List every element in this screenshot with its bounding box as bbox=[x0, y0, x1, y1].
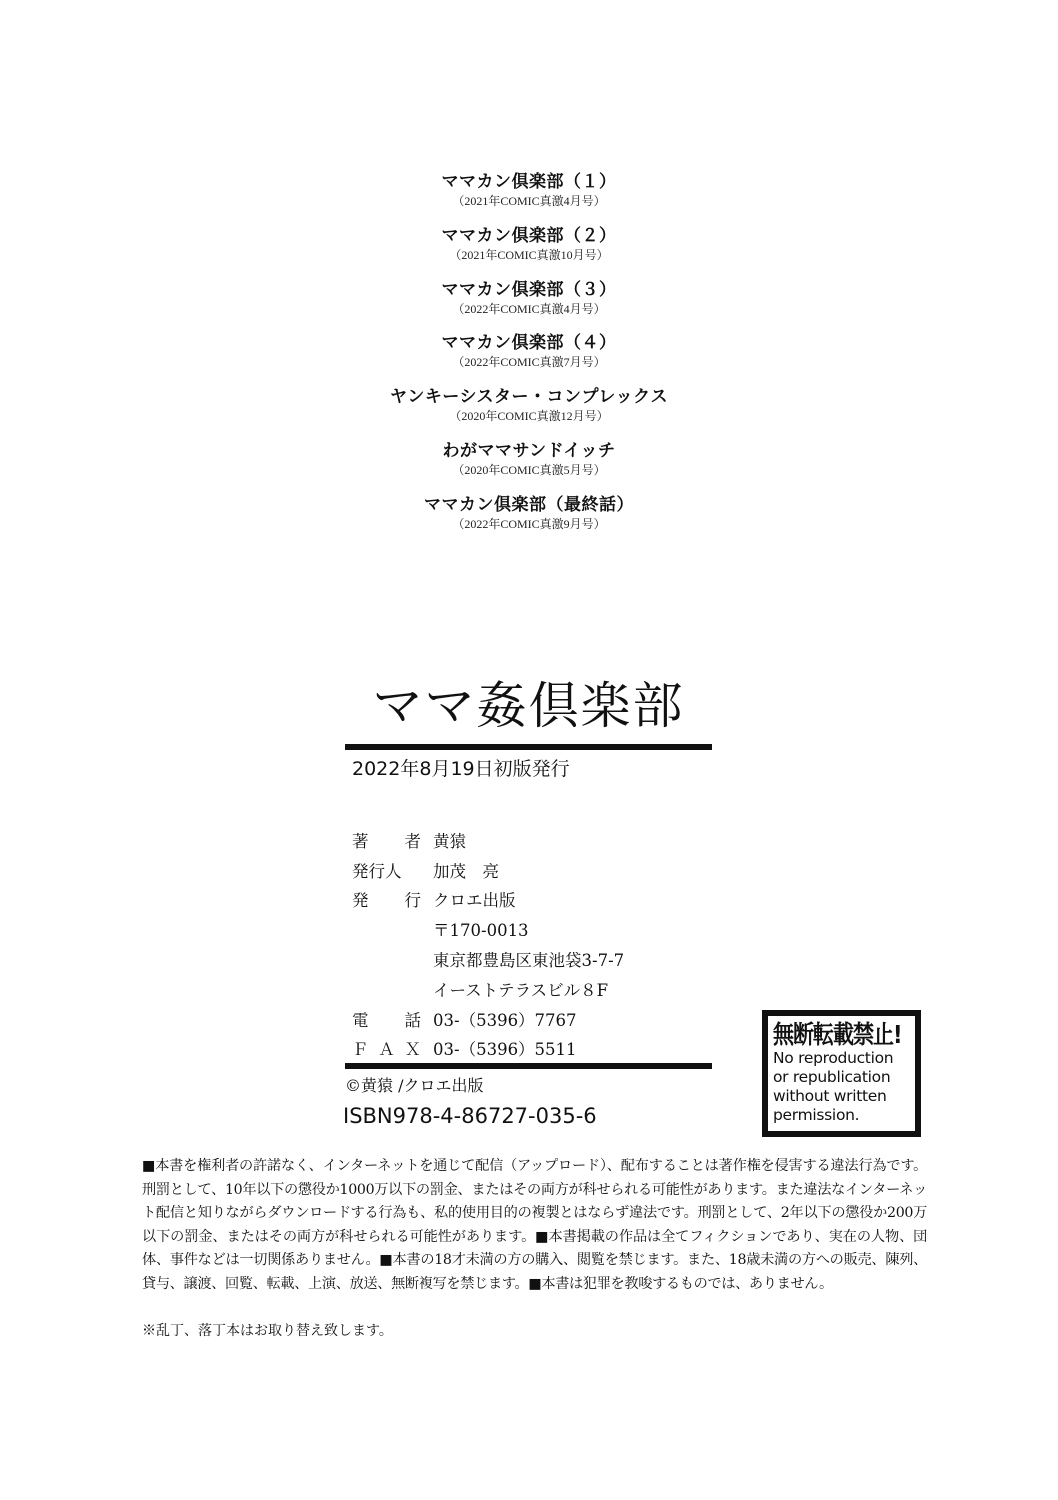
divider-top bbox=[345, 744, 712, 750]
toc-item bbox=[0, 493, 1058, 547]
colophon-value: イーストテラスビル８F bbox=[433, 980, 609, 1000]
toc-item bbox=[0, 385, 1058, 439]
colophon-row-phone bbox=[352, 1004, 624, 1034]
toc-item bbox=[0, 224, 1058, 278]
colophon-label: 発行人 bbox=[352, 861, 402, 881]
colophon-label: Ｆ Ａ Ｘ bbox=[352, 1040, 421, 1060]
toc-source: （2022年COMIC真激4月号） bbox=[452, 301, 606, 316]
colophon-value: 東京都豊島区東池袋3-7-7 bbox=[433, 951, 625, 971]
notice-jp: 無断転載禁止! bbox=[773, 1020, 902, 1050]
isbn: ISBN978-4-86727-035-6 bbox=[343, 1104, 597, 1128]
colophon-value: 〒170-0013 bbox=[433, 921, 529, 941]
colophon-label: 発 行 bbox=[352, 891, 421, 911]
replacement-note: ※乱丁、落丁本はお取り替え致します。 bbox=[142, 1323, 393, 1339]
toc-item bbox=[0, 278, 1058, 332]
toc-title: ママカン倶楽部（３） bbox=[441, 279, 617, 300]
colophon-value: 加茂 亮 bbox=[433, 861, 499, 881]
toc-source: （2021年COMIC真激10月号） bbox=[449, 247, 609, 262]
no-reproduction-notice bbox=[762, 1010, 921, 1137]
notice-en-line: or republication bbox=[773, 1068, 891, 1086]
colophon-label: 著 者 bbox=[352, 831, 421, 851]
colophon-value: 03-（5396）7767 bbox=[433, 1010, 577, 1030]
colophon-value: 03-（5396）5511 bbox=[433, 1040, 577, 1060]
toc-source: （2022年COMIC真激9月号） bbox=[452, 516, 606, 531]
toc-item bbox=[0, 170, 1058, 224]
colophon-row-building bbox=[352, 974, 624, 1004]
toc-source: （2021年COMIC真激4月号） bbox=[452, 194, 606, 208]
colophon bbox=[352, 825, 624, 1063]
book-title: ママ姦倶楽部 bbox=[372, 677, 685, 735]
colophon-row-fax bbox=[352, 1034, 624, 1064]
notice-en-line: without written bbox=[773, 1087, 887, 1105]
colophon-row-publisher-person bbox=[352, 855, 624, 885]
notice-en-line: permission. bbox=[773, 1106, 860, 1124]
toc-title: ママカン倶楽部（１） bbox=[441, 172, 617, 192]
colophon-row-publisher bbox=[352, 885, 624, 915]
colophon-label: 電 話 bbox=[352, 1010, 421, 1030]
copyright: ©黄猿 /クロエ出版 bbox=[345, 1076, 484, 1095]
colophon-row-author bbox=[352, 825, 624, 855]
colophon-value: 黄猿 bbox=[433, 831, 466, 851]
toc-source: （2022年COMIC真激7月号） bbox=[452, 355, 606, 370]
divider-bottom bbox=[345, 1063, 712, 1069]
notice-en-line: No reproduction bbox=[773, 1049, 894, 1067]
colophon-row-postal bbox=[352, 914, 624, 944]
toc-source: （2020年COMIC真激12月号） bbox=[449, 409, 609, 424]
toc-title: ママカン倶楽部（最終話） bbox=[424, 494, 634, 515]
toc-title: わがママサンドイッチ bbox=[442, 440, 616, 461]
publication-date: 2022年8月19日初版発行 bbox=[352, 758, 570, 780]
colophon-value: クロエ出版 bbox=[433, 891, 516, 911]
toc-item bbox=[0, 439, 1058, 493]
legal-text: ■本書を権利者の許諾なく、インターネットを通じて配信（アップロード）、配布することは著作権を侵害する違法行為です。刑罰として、10年以下の懲役か1000万以下の罰金、またはその両方が科せられる可能性があります。また違法なインターネット配信と知りながらダウンロードする行為も、私的使用目的の複製とはならず違法です。刑罰として、2年以下の懲役か200万以下の罰金、またはその両方が科せられる可能性があります。■本書掲載の作品は全てフィクションであり、実在の人物、団体、事件などは一切関係ありません。■本書の18才未満の方の購入、閲覧を禁じます。また、18歳未満の方への販売、陳列、貸与、譲渡、回覧、転載、上演、放送、無断複写を禁じます。■本書は犯罪を教唆するものでは、ありません。 bbox=[142, 1158, 927, 1292]
toc-source: （2020年COMIC真激5月号） bbox=[452, 462, 606, 477]
table-of-contents bbox=[0, 170, 1058, 547]
toc-title: ママカン倶楽部（４） bbox=[441, 333, 617, 354]
colophon-row-address bbox=[352, 944, 624, 974]
toc-title: ヤンキーシスター・コンプレックス bbox=[390, 387, 668, 408]
toc-item bbox=[0, 331, 1058, 385]
toc-title: ママカン倶楽部（２） bbox=[441, 225, 617, 246]
